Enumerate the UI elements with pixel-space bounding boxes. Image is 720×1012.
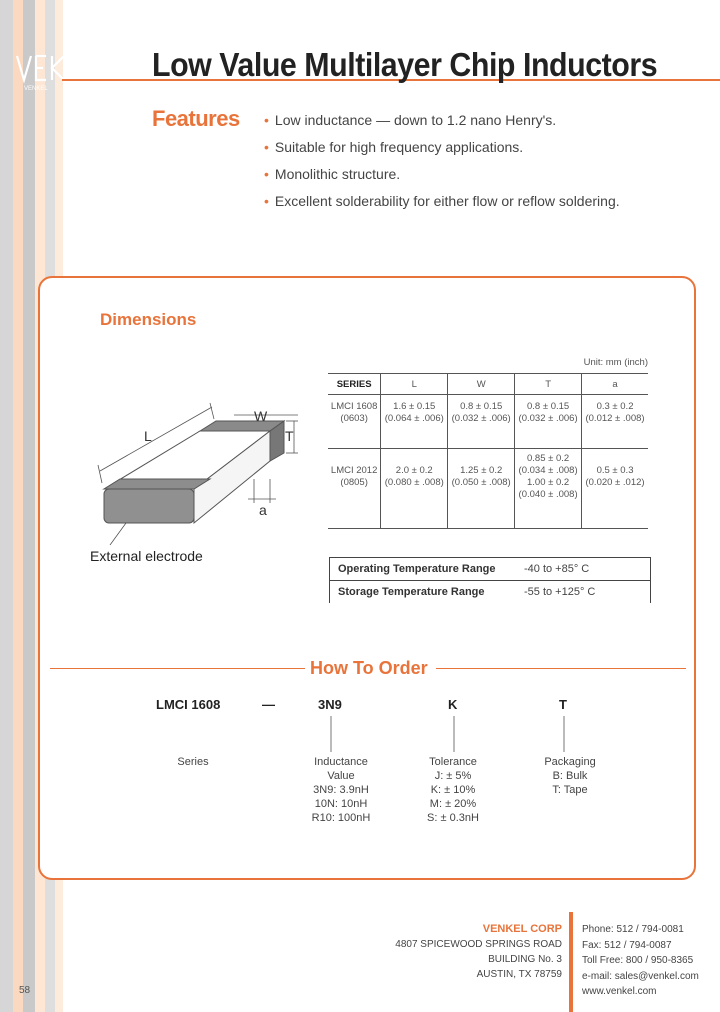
label-L: L: [144, 428, 152, 444]
feature-item: • Suitable for high frequency applications.: [264, 139, 524, 155]
fax: Fax: 512 / 794-0087: [582, 939, 672, 951]
series-description: Series: [177, 756, 209, 768]
how-to-order-heading: How To Order: [310, 658, 428, 678]
col-header: W: [448, 374, 515, 395]
feature-item: • Low inductance — down to 1.2 nano Henry's.: [264, 112, 557, 128]
col-header: SERIES: [328, 374, 381, 395]
packaging-description: Packaging B: Bulk T: Tape: [544, 756, 596, 796]
company-address: VENKEL CORP 4807 SPICEWOOD SPRINGS ROAD BUILDING No. 3 AUSTIN, TX 78759: [380, 922, 562, 982]
label-a: a: [259, 502, 267, 518]
feature-item: • Monolithic structure.: [264, 166, 401, 182]
bullet-icon: •: [264, 166, 269, 182]
email-link[interactable]: e-mail: sales@venkel.com: [582, 970, 699, 982]
stripe-peach-1: [13, 0, 23, 1012]
code-tolerance: K: [448, 697, 458, 712]
page-title: Low Value Multilayer Chip Inductors: [152, 46, 658, 83]
company-name: VENKEL CORP: [482, 923, 562, 935]
code-packaging: T: [559, 697, 567, 712]
tolerance-description: Tolerance J: ± 5% K: ± 10% M: ± 20% S: ± 0.3nH: [427, 756, 479, 824]
phone: Phone: 512 / 794-0081: [582, 924, 684, 935]
toll-free: Toll Free: 800 / 950-8365: [582, 955, 694, 966]
features-heading: Features: [152, 106, 240, 131]
bullet-icon: •: [264, 193, 269, 209]
features-list: [264, 112, 620, 220]
contact-info: [582, 922, 699, 1000]
stripe-gray-1: [0, 0, 13, 1012]
table-row: LMCI 1608 (0603) 1.6 ± 0.15 (0.064 ± .006) 0.8 ± 0.15 (0.032 ± .006) 0.8 ± 0.15 (0.032 ± .006) 0.3 ± 0.2 (0.012 ± .008): [328, 395, 648, 449]
stripe-gray-2: [23, 0, 35, 1012]
col-header: L: [381, 374, 448, 395]
venkel-logo: [12, 48, 72, 92]
code-inductance: 3N9: [318, 697, 342, 712]
external-electrode-label: External electrode: [90, 548, 203, 564]
website-link[interactable]: www.venkel.com: [582, 986, 657, 997]
code-series: LMCI 1608: [156, 697, 221, 712]
table-row: Storage Temperature Range -55 to +125° C: [330, 581, 651, 604]
temperature-table: [329, 557, 651, 603]
divider-left: [50, 668, 305, 669]
bullet-icon: •: [264, 112, 269, 128]
chip-dimension-diagram: [84, 395, 314, 570]
table-row: Operating Temperature Range -40 to +85° C: [330, 558, 651, 581]
code-dash: —: [262, 697, 275, 712]
dimensions-table: [328, 373, 648, 529]
col-header: T: [515, 374, 582, 395]
divider-right: [436, 668, 686, 669]
page-number: 58: [19, 985, 31, 996]
dimensions-heading: Dimensions: [100, 310, 197, 329]
col-header: a: [582, 374, 648, 395]
code-connector-lines: [300, 714, 580, 754]
label-W: W: [254, 408, 268, 424]
label-T: T: [285, 428, 294, 444]
footer-accent-bar: [569, 912, 573, 1012]
svg-text:VENKEL: VENKEL: [24, 86, 48, 92]
inductance-description: Inductance Value 3N9: 3.9nH 10N: 10nH R10: 100nH: [311, 756, 371, 824]
unit-note: Unit: mm (inch): [583, 357, 648, 368]
feature-item: • Excellent solderability for either flow or reflow soldering.: [264, 193, 620, 209]
table-row: LMCI 2012 (0805) 2.0 ± 0.2 (0.080 ± .008) 1.25 ± 0.2 (0.050 ± .008) 0.85 ± 0.2 (0.034 ± .008) 1.00 ± 0.2 (0.040 ± .008) 0.5 ± 0.3 (0.020 ± .012): [328, 449, 648, 529]
bullet-icon: •: [264, 139, 269, 155]
